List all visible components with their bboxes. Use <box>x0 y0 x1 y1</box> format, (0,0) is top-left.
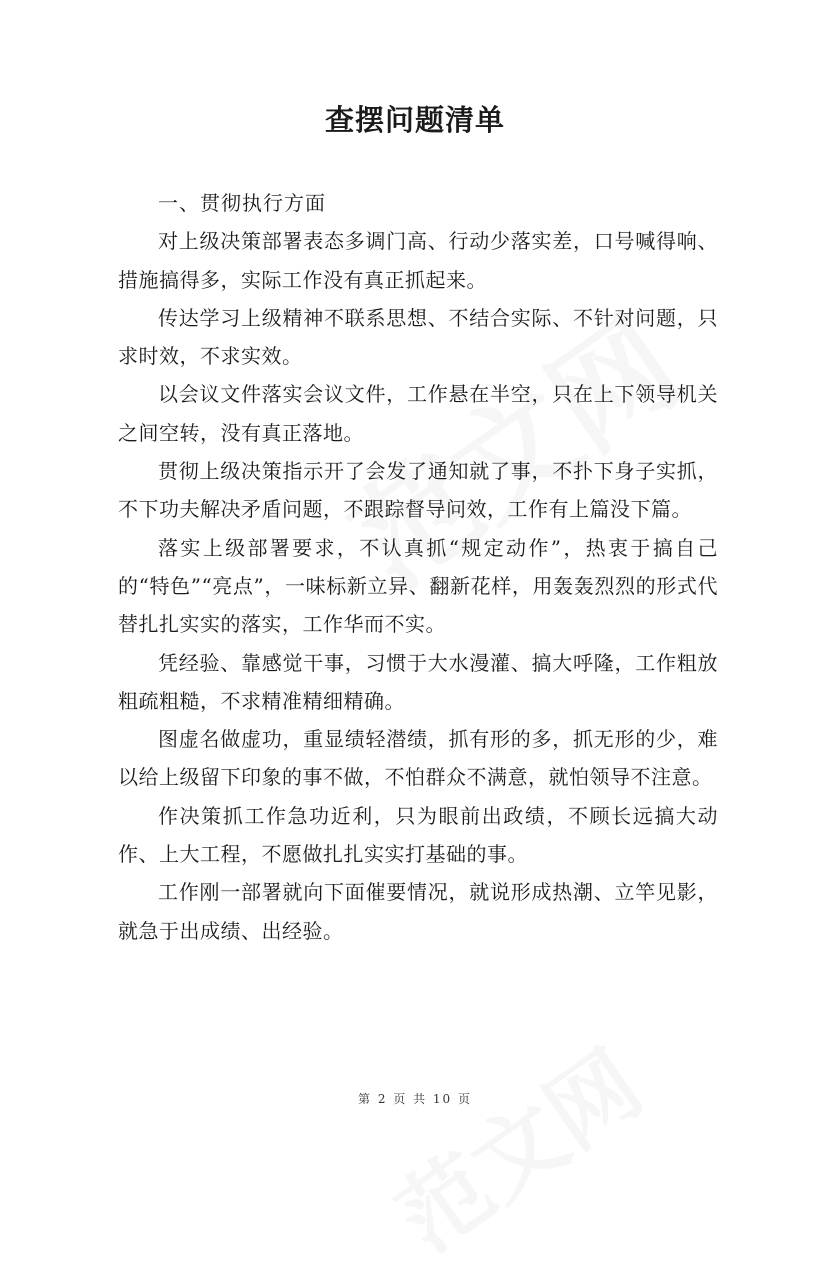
paragraph-5: 落实上级部署要求，不认真抓“规定动作”，热衷于搞自己的“特色”“亮点”，一味标新立异、翻新花样，用轰轰烈烈的形式代替扎扎实实的落实，工作华而不实。 <box>118 535 718 637</box>
page-number-footer: 第 2 页 共 10 页 <box>358 1092 472 1106</box>
document-title: 查摆问题清单 <box>324 103 505 137</box>
watermark-bottom <box>367 1014 663 1275</box>
paragraph-8: 作决策抓工作急功近利，只为眼前出政绩，不顾长远搞大动作、上大工程，不愿做扎扎实实打基础的事。 <box>118 803 718 867</box>
paragraph-4: 贯彻上级决策指示开了会发了通知就了事，不扑下身子实抓，不下功夫解决矛盾问题，不跟踪督导问效，工作有上篇没下篇。 <box>118 459 718 522</box>
paragraph-6: 凭经验、靠感觉干事，习惯于大水漫灌、搞大呼隆，工作粗放粗疏粗糙，不求精准精细精确。 <box>118 650 718 713</box>
section-heading: 一、贯彻执行方面 <box>158 191 326 215</box>
paragraph-2: 传达学习上级精神不联系思想、不结合实际、不针对问题，只求时效，不求实效。 <box>118 305 718 369</box>
paragraph-7: 图虚名做虚功，重显绩轻潜绩，抓有形的多，抓无形的少，难以给上级留下印象的事不做，不怕群众不满意，就怕领导不注意。 <box>118 727 718 790</box>
paragraph-3: 以会议文件落实会议文件，工作悬在半空，只在上下领导机关之间空转，没有真正落地。 <box>118 382 718 445</box>
document-body <box>118 184 718 950</box>
paragraph-9: 工作刚一部署就向下面催要情况，就说形成热潮、立竿见影，就急于出成绩、出经验。 <box>118 880 718 943</box>
paragraph-1: 对上级决策部署表态多调门高、行动少落实差，口号喊得响、措施搞得多，实际工作没有真正抓起来。 <box>118 229 718 292</box>
